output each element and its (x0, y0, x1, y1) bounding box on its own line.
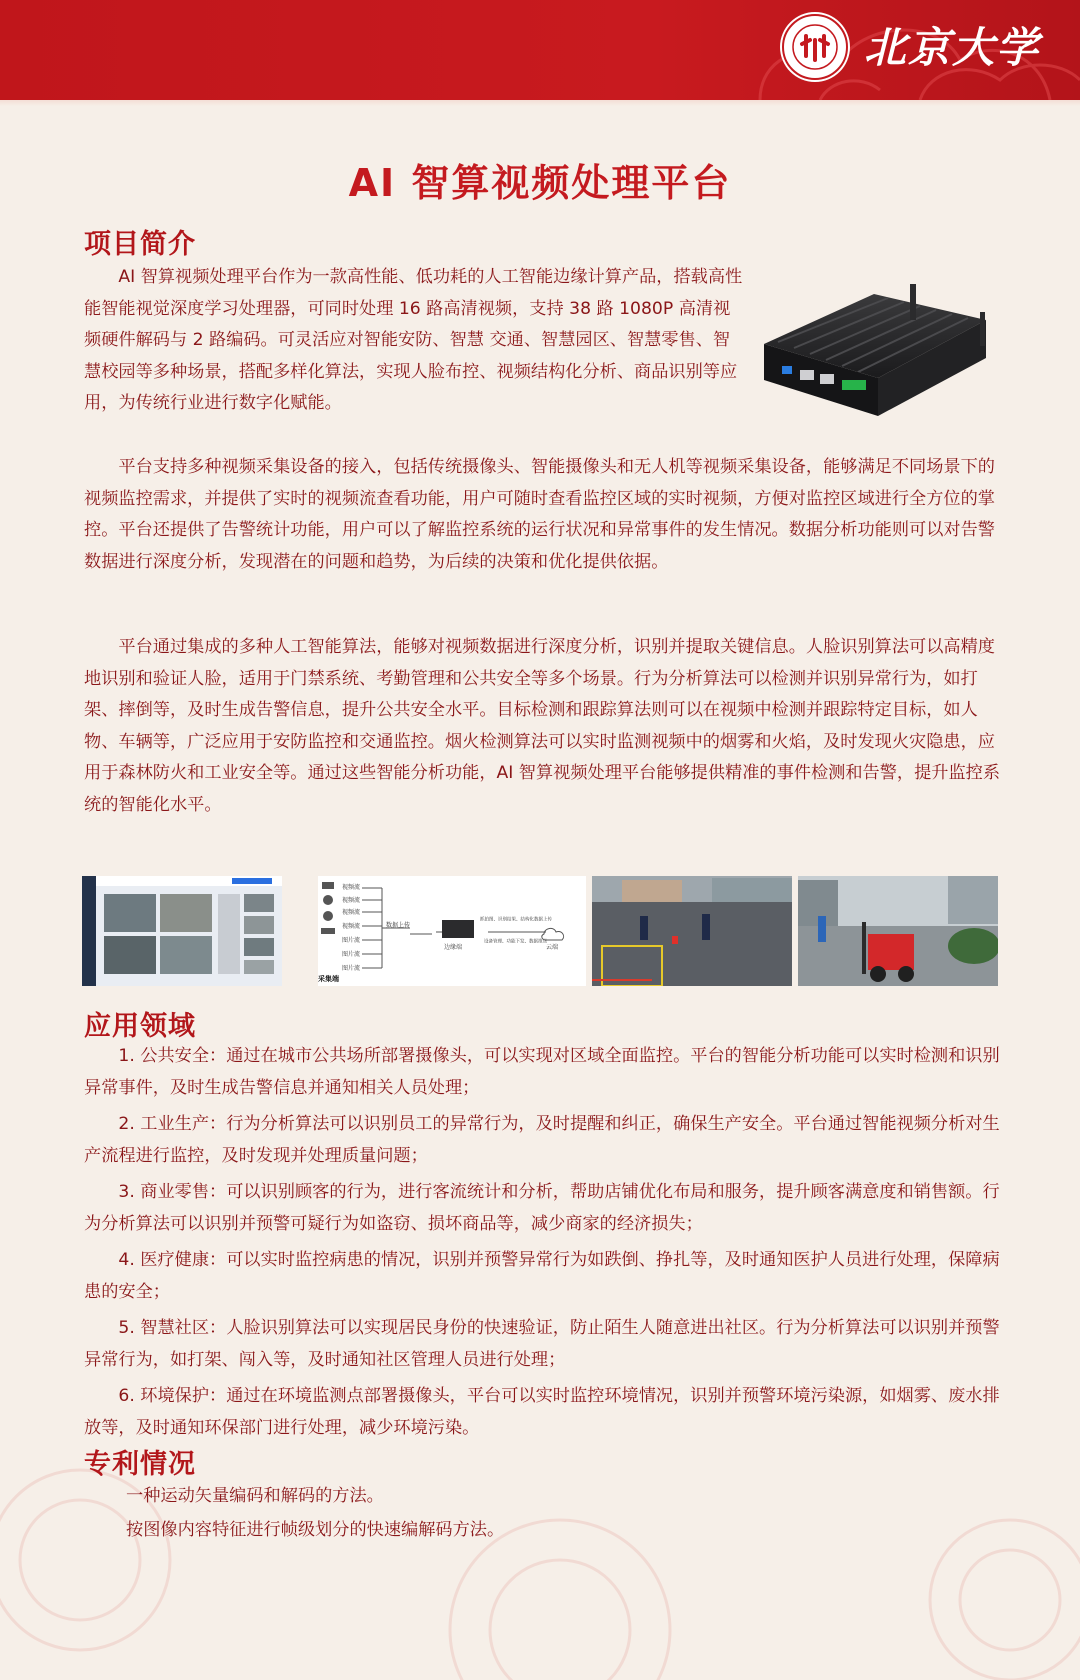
applications-heading: 应用领域 (84, 1011, 196, 1042)
patents-heading: 专利情况 (84, 1449, 196, 1480)
diagram-downlink-text: 设备管理、功能下发、数据推送 (484, 938, 548, 945)
forklift-scene-photo (798, 876, 998, 986)
detection-scene-photo (592, 876, 792, 986)
diagram-source-1: 视频流 (342, 884, 361, 891)
application-item-3: 3. 商业零售：可以识别顾客的行为，进行客流统计和分析，帮助店铺优化布局和服务，提升顾客满意度和销售额。行为分析算法可以识别并预警可疑行为如盗窃、损坏商品等，减少商家的经济损失； (84, 1182, 1000, 1234)
diagram-uplink-text: 抓拍图、识别结果、结构化数据上传 (480, 916, 553, 923)
diagram-source-2: 视频流 (342, 897, 361, 904)
diagram-source-3: 视频流 (342, 909, 361, 916)
intro-paragraph-1: AI 智算视频处理平台作为一款高性能、低功耗的人工智能边缘计算产品，搭载高性能智能视觉深度学习处理器，可同时处理 16 路高清视频，支持 38 路 1080P 高清视频硬件解码与 2 路编码。可灵活应对智能安防、智慧 交通、智慧园区、智慧零售、智慧校园等多种场景，搭配多样化算法，实现人脸布控、视频结构化分析、商品识别等应用，为传统行业进行数字化赋能。 (84, 267, 743, 414)
patent-item-1: 一种运动矢量编码和解码的方法。 (126, 1486, 384, 1506)
application-item-2: 2. 工业生产：行为分析算法可以识别员工的异常行为，及时提醒和纠正，确保生产安全。平台通过智能视频分析对生产流程进行监控，及时发现并处理质量问题； (84, 1114, 1000, 1166)
architecture-diagram (318, 876, 586, 986)
header-shadow (0, 100, 1080, 106)
university-name: 北京大学 (864, 23, 1041, 72)
diagram-cloud-label: 云端 (546, 944, 559, 951)
diagram-upload-label: 数据上传 (386, 922, 411, 929)
diagram-edge-label: 边缘端 (444, 944, 463, 951)
diagram-source-7: 图片流 (342, 965, 361, 972)
application-item-6: 6. 环境保护：通过在环境监测点部署摄像头，平台可以实时监控环境情况，识别并预警环境污染源，如烟雾、废水排放等，及时通知环保部门进行处理，减少环境污染。 (84, 1386, 1000, 1438)
intro-paragraph-3: 平台通过集成的多种人工智能算法，能够对视频数据进行深度分析，识别并提取关键信息。人脸识别算法可以高精度地识别和验证人脸，适用于门禁系统、考勤管理和公共安全等多个场景。行为分析算法可以检测并识别异常行为，如打架、摔倒等，及时生成告警信息，提升公共安全水平。目标检测和跟踪算法则可以在视频中检测并跟踪特定目标，如人物、车辆等，广泛应用于安防监控和交通监控。烟火检测算法可以实时监测视频中的烟雾和火焰，及时发现火灾隐患，应用于森林防火和工业安全等。通过这些智能分析功能，AI 智算视频处理平台能够提供精准的事件检测和告警，提升监控系统的智能化水平。 (84, 637, 1001, 815)
application-item-1: 1. 公共安全：通过在城市公共场所部署摄像头，可以实现对区域全面监控。平台的智能分析功能可以实时检测和识别异常事件，及时生成告警信息并通知相关人员处理； (84, 1046, 1000, 1098)
intro-paragraph-2: 平台支持多种视频采集设备的接入，包括传统摄像头、智能摄像头和无人机等视频采集设备，能够满足不同场景下的视频监控需求，并提供了实时的视频流查看功能，用户可随时查看监控区域的实时视频，方便对监控区域进行全方位的掌控。平台还提供了告警统计功能，用户可以了解监控系统的运行状况和异常事件的发生情况。数据分析功能则可以对告警数据进行深度分析，发现潜在的问题和趋势，为后续的决策和优化提供依据。 (84, 457, 995, 572)
application-item-5: 5. 智慧社区：人脸识别算法可以实现居民身份的快速验证，防止陌生人随意进出社区。行为分析算法可以识别并预警异常行为，如打架、闯入等，及时通知社区管理人员进行处理； (84, 1318, 1000, 1370)
diagram-collect-label: 采集端 (318, 975, 339, 983)
university-seal-icon (778, 10, 852, 84)
diagram-source-6: 图片流 (342, 951, 361, 958)
platform-ui-screenshot (82, 876, 282, 986)
intro-heading: 项目简介 (84, 229, 196, 260)
page-title: AI 智算视频处理平台 (348, 161, 732, 205)
device-image (754, 274, 994, 434)
patent-item-2: 按图像内容特征进行帧级划分的快速编解码方法。 (126, 1520, 505, 1540)
diagram-source-5: 图片流 (342, 937, 361, 944)
diagram-source-4: 视频流 (342, 923, 361, 930)
application-item-4: 4. 医疗健康：可以实时监控病患的情况，识别并预警异常行为如跌倒、挣扎等，及时通知医护人员进行处理，保障病患的安全； (84, 1250, 1000, 1302)
